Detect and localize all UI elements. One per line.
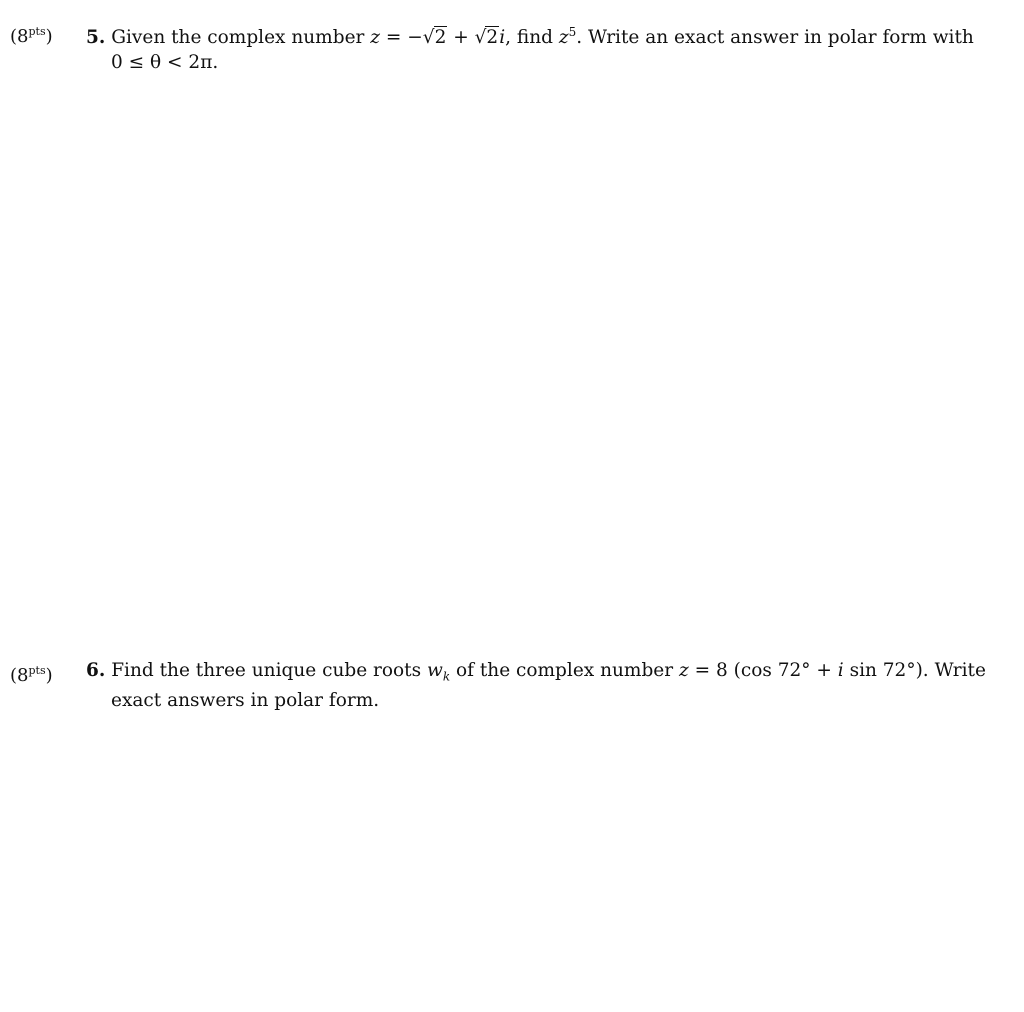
problem-number: 6. (86, 660, 106, 681)
problem-line-2: exact answers in polar form. (111, 690, 380, 712)
problem-line-2: 0 ≤ θ < 2π. (111, 51, 219, 73)
problem-text (86, 20, 974, 75)
problem-number: 5. (86, 27, 106, 49)
problem-text (86, 659, 986, 714)
points-label: $(8^{pts})$ (10, 664, 53, 686)
sqrt-expression: √2 (422, 27, 447, 49)
problem-line-1: 5. Given the complex number z = −√2 + √2i, find $z^5$. Write an exact answer in polar form with (86, 20, 966, 51)
points-label: $(8^{pts})$ (10, 25, 53, 47)
sqrt-expression: √2 (474, 27, 499, 49)
problem-line-1: 6. Find the three unique cube roots $w_k$ of the complex number z = 8 (cos 72° + i sin 72°). Write (86, 660, 986, 684)
